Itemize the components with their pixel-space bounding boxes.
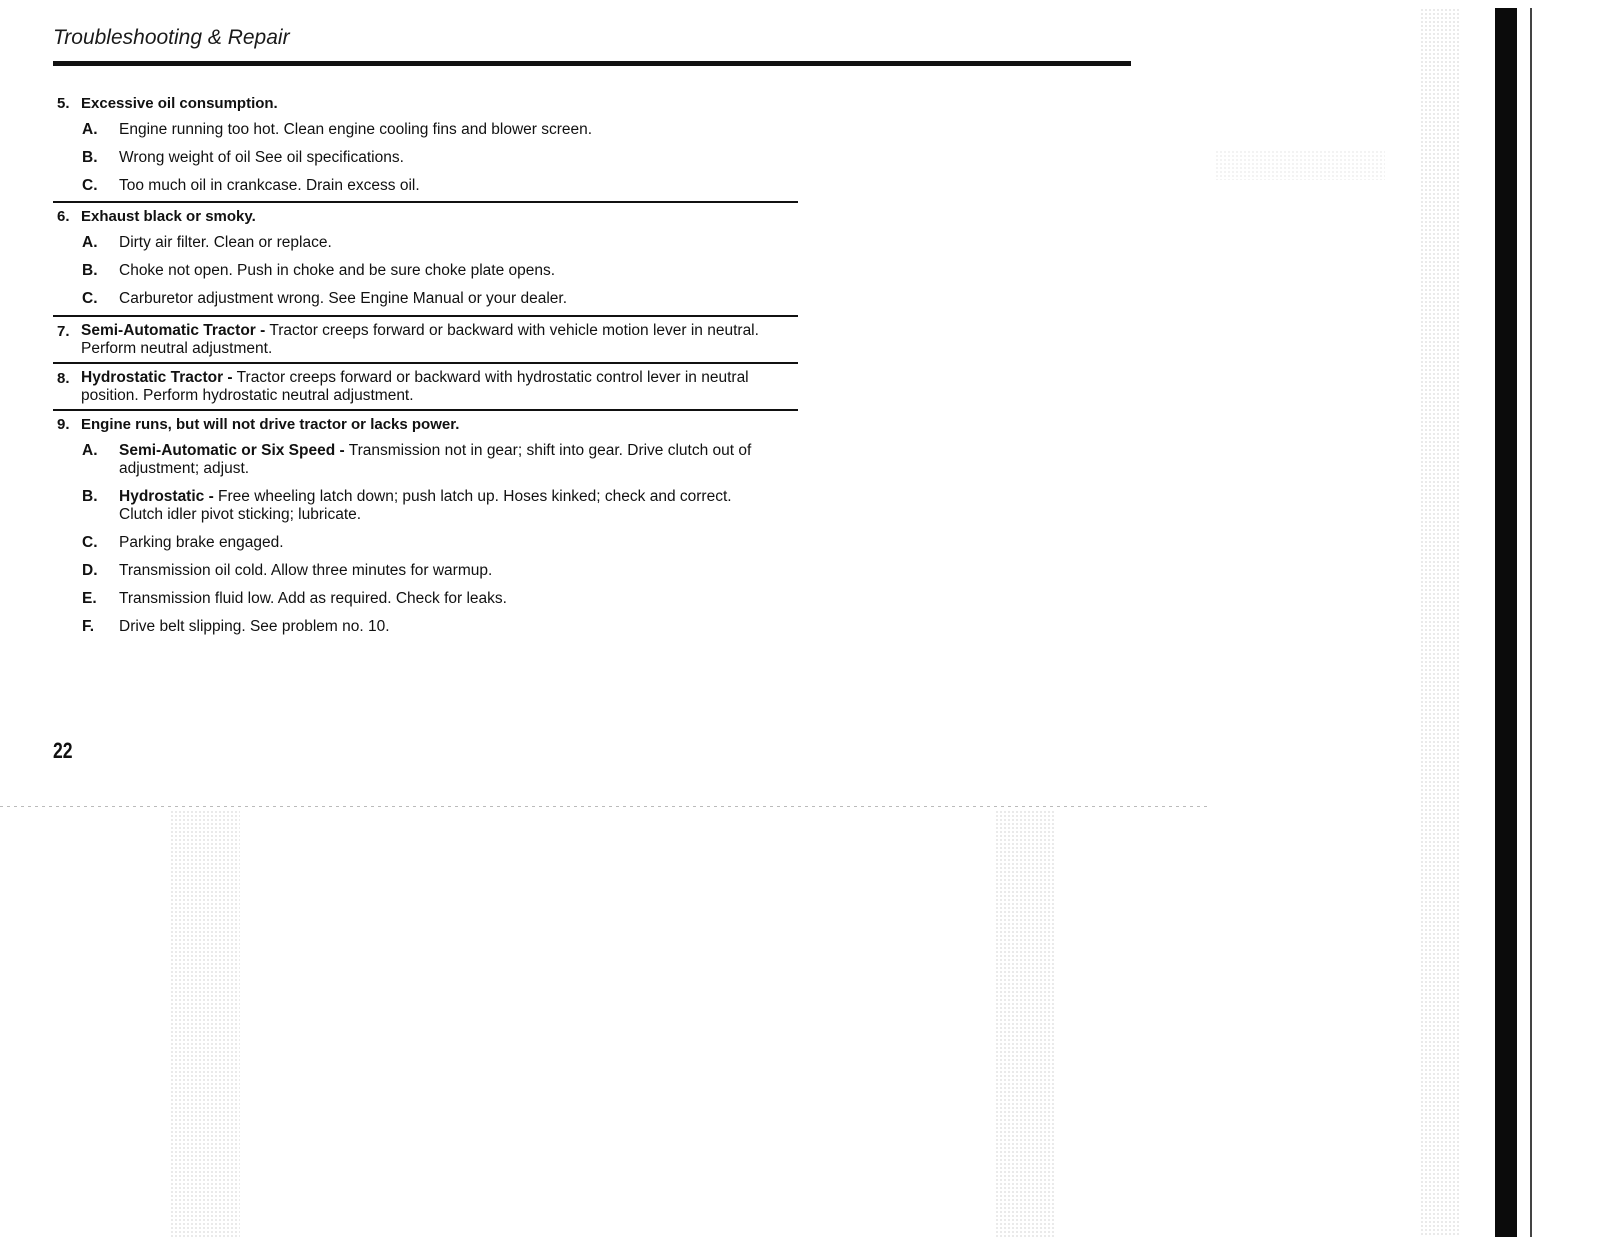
item-letter: B. (82, 488, 98, 505)
header-divider (53, 61, 1131, 66)
item-text: Drive belt slipping. See problem no. 10. (119, 618, 390, 635)
problem-8-text (81, 369, 803, 405)
item-text: Transmission oil cold. Allow three minutes for warmup. (119, 562, 493, 579)
problem-label: Semi-Automatic Tractor - (81, 322, 266, 339)
item-text: Transmission fluid low. Add as required. Check for leaks. (119, 590, 507, 607)
section-divider (53, 409, 798, 411)
item-label: Semi-Automatic or Six Speed - (119, 442, 345, 459)
item-letter: B. (82, 149, 98, 166)
problem-title: Engine runs, but will not drive tractor or lacks power. (81, 416, 460, 433)
page-edge-bar (1495, 8, 1517, 1237)
problem-heading (53, 95, 278, 112)
problem-title: Excessive oil consumption. (81, 95, 278, 112)
page-header-title: Troubleshooting & Repair (53, 26, 290, 49)
problem-number: 7. (57, 323, 70, 340)
scan-noise-patch (1215, 150, 1385, 180)
section-divider (53, 201, 798, 203)
item-letter: C. (82, 534, 98, 551)
problem-number: 5. (57, 95, 70, 112)
item-text: Choke not open. Push in choke and be sure choke plate opens. (119, 262, 556, 279)
item-letter: B. (82, 262, 98, 279)
problem-heading (53, 416, 459, 433)
problem-label: Hydrostatic Tractor - (81, 369, 233, 386)
item-letter: D. (82, 562, 98, 579)
problem-description: Tractor creeps forward or backward with vehicle motion lever in neutral. Perform neutral adjustment. (81, 322, 759, 357)
item-text: Parking brake engaged. (119, 534, 284, 551)
problem-number: 9. (57, 416, 70, 433)
scan-noise-band (170, 810, 240, 1237)
item-letter: E. (82, 590, 97, 607)
item-letter: F. (82, 618, 95, 635)
problem-number: 8. (57, 370, 70, 387)
item-letter: A. (82, 442, 98, 459)
problem-description: Tractor creeps forward or backward with hydrostatic control lever in neutral position. Perform hydrostatic neutral adjustment. (81, 369, 749, 404)
item-letter: A. (82, 234, 98, 251)
item-description: Free wheeling latch down; push latch up. Hoses kinked; check and correct. Clutch idler pivot sticking; lubricate. (119, 488, 732, 523)
item-text: Too much oil in crankcase. Drain excess oil. (119, 177, 420, 194)
problem-title: Exhaust black or smoky. (81, 208, 256, 225)
item-letter: C. (82, 290, 98, 307)
scan-fold-line (0, 806, 1210, 807)
item-text (119, 488, 769, 524)
scan-noise-band (1420, 8, 1460, 1237)
section-divider (53, 362, 798, 364)
item-text: Dirty air filter. Clean or replace. (119, 234, 332, 251)
item-description: Transmission not in gear; shift into gear. Drive clutch out of adjustment; adjust. (119, 442, 752, 477)
item-text: Engine running too hot. Clean engine cooling fins and blower screen. (119, 121, 593, 138)
item-text: Carburetor adjustment wrong. See Engine Manual or your dealer. (119, 290, 568, 307)
item-letter: A. (82, 121, 98, 138)
item-text (119, 442, 769, 478)
problem-number: 6. (57, 208, 70, 225)
page-edge-line (1530, 8, 1532, 1237)
problem-7-text (81, 322, 803, 358)
section-divider (53, 315, 798, 317)
item-label: Hydrostatic - (119, 488, 214, 505)
item-text: Wrong weight of oil See oil specifications. (119, 149, 404, 166)
page-number: 22 (53, 738, 73, 763)
scan-noise-band (995, 810, 1055, 1237)
item-letter: C. (82, 177, 98, 194)
problem-heading (53, 208, 256, 225)
